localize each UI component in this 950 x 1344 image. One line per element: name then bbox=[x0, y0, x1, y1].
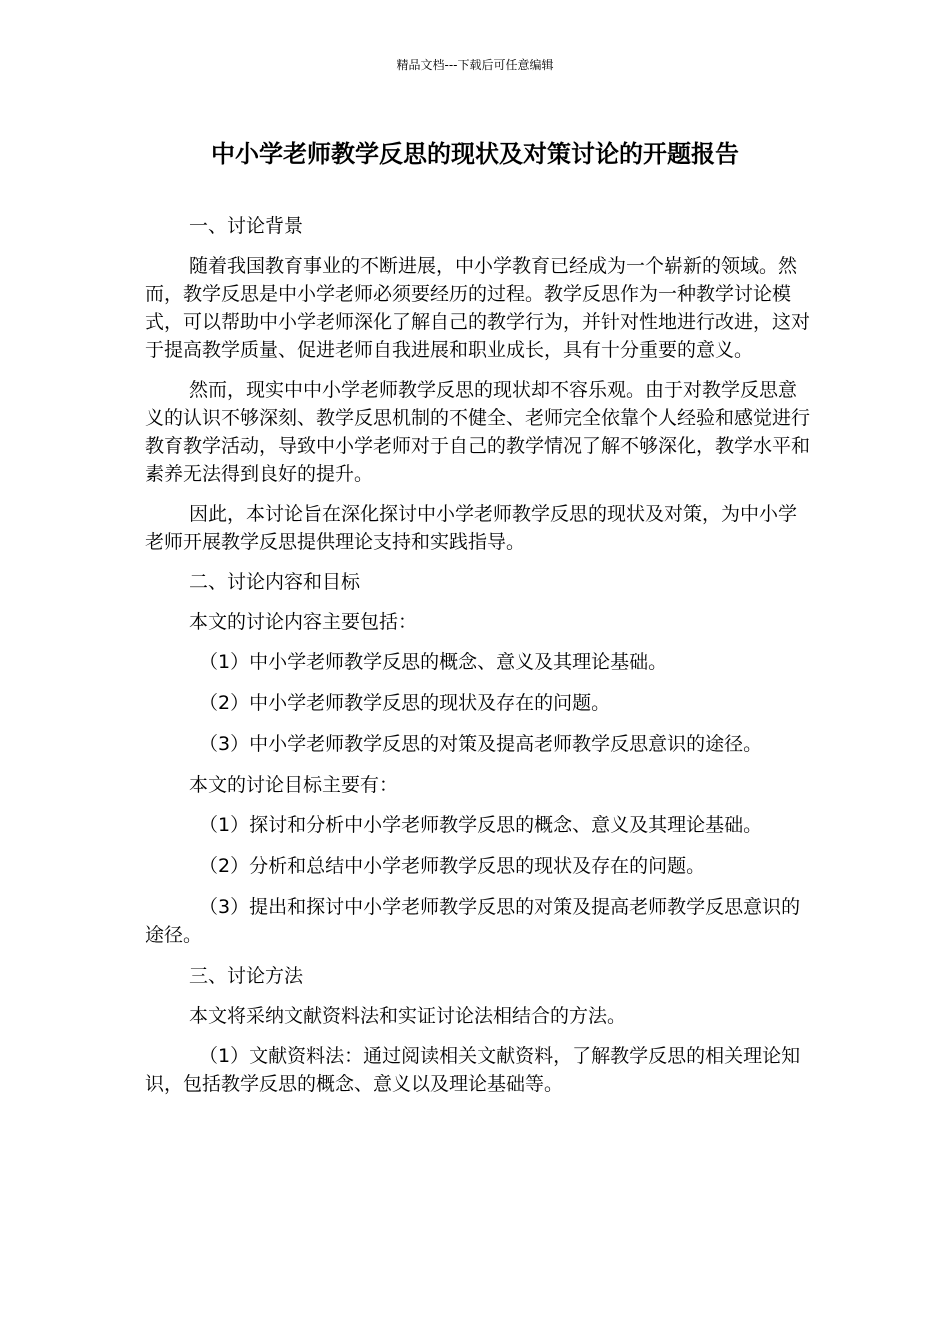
paragraph: 本文将采纳文献资料法和实证讨论法相结合的方法。 bbox=[189, 1005, 627, 1027]
list-item: （3）提出和探讨中小学老师教学反思的对策及提高老师教学反思意识的途径。 bbox=[145, 896, 801, 946]
paragraph: 随着我国教育事业的不断进展，中小学教育已经成为一个崭新的领域。然而，教学反思是中小学老师必须要经历的过程。教学反思作为一种教学讨论模式，可以帮助中小学老师深化了解自己的教学行为，并针对性地进行改进，这对于提高教学质量、促进老师自我进展和职业成长，具有十分重要的意义。 bbox=[145, 255, 811, 361]
paragraph: 本文的讨论目标主要有： bbox=[189, 774, 399, 796]
document-body bbox=[145, 212, 810, 1111]
list-item: （2）中小学老师教学反思的现状及存在的问题。 bbox=[199, 692, 611, 714]
section-heading-content-goals: 二、讨论内容和目标 bbox=[189, 571, 361, 593]
list-item: （3）中小学老师教学反思的对策及提高老师教学反思意识的途径。 bbox=[199, 733, 763, 755]
paragraph: 然而，现实中中小学老师教学反思的现状却不容乐观。由于对教学反思意义的认识不够深刻、教学反思机制的不健全、老师完全依靠个人经验和感觉进行教育教学活动，导致中小学老师对于自己的教学情况了解不够深化，教学水平和素养无法得到良好的提升。 bbox=[145, 379, 811, 485]
section-heading-methods: 三、讨论方法 bbox=[189, 965, 304, 987]
page-header: 精品文档---下载后可任意编辑 bbox=[396, 58, 554, 72]
document-title: 中小学老师教学反思的现状及对策讨论的开题报告 bbox=[211, 140, 739, 168]
paragraph: 因此，本讨论旨在深化探讨中小学老师教学反思的现状及对策，为中小学老师开展教学反思提供理论支持和实践指导。 bbox=[145, 503, 798, 553]
paragraph: 本文的讨论内容主要包括： bbox=[189, 611, 418, 633]
list-item: （1）探讨和分析中小学老师教学反思的概念、意义及其理论基础。 bbox=[199, 814, 763, 836]
list-item: （1）中小学老师教学反思的概念、意义及其理论基础。 bbox=[199, 651, 668, 673]
list-item: （2）分析和总结中小学老师教学反思的现状及存在的问题。 bbox=[199, 855, 706, 877]
list-item: （1）文献资料法：通过阅读相关文献资料，了解教学反思的相关理论知识，包括教学反思的概念、意义以及理论基础等。 bbox=[145, 1045, 801, 1095]
section-heading-background: 一、讨论背景 bbox=[189, 215, 304, 237]
